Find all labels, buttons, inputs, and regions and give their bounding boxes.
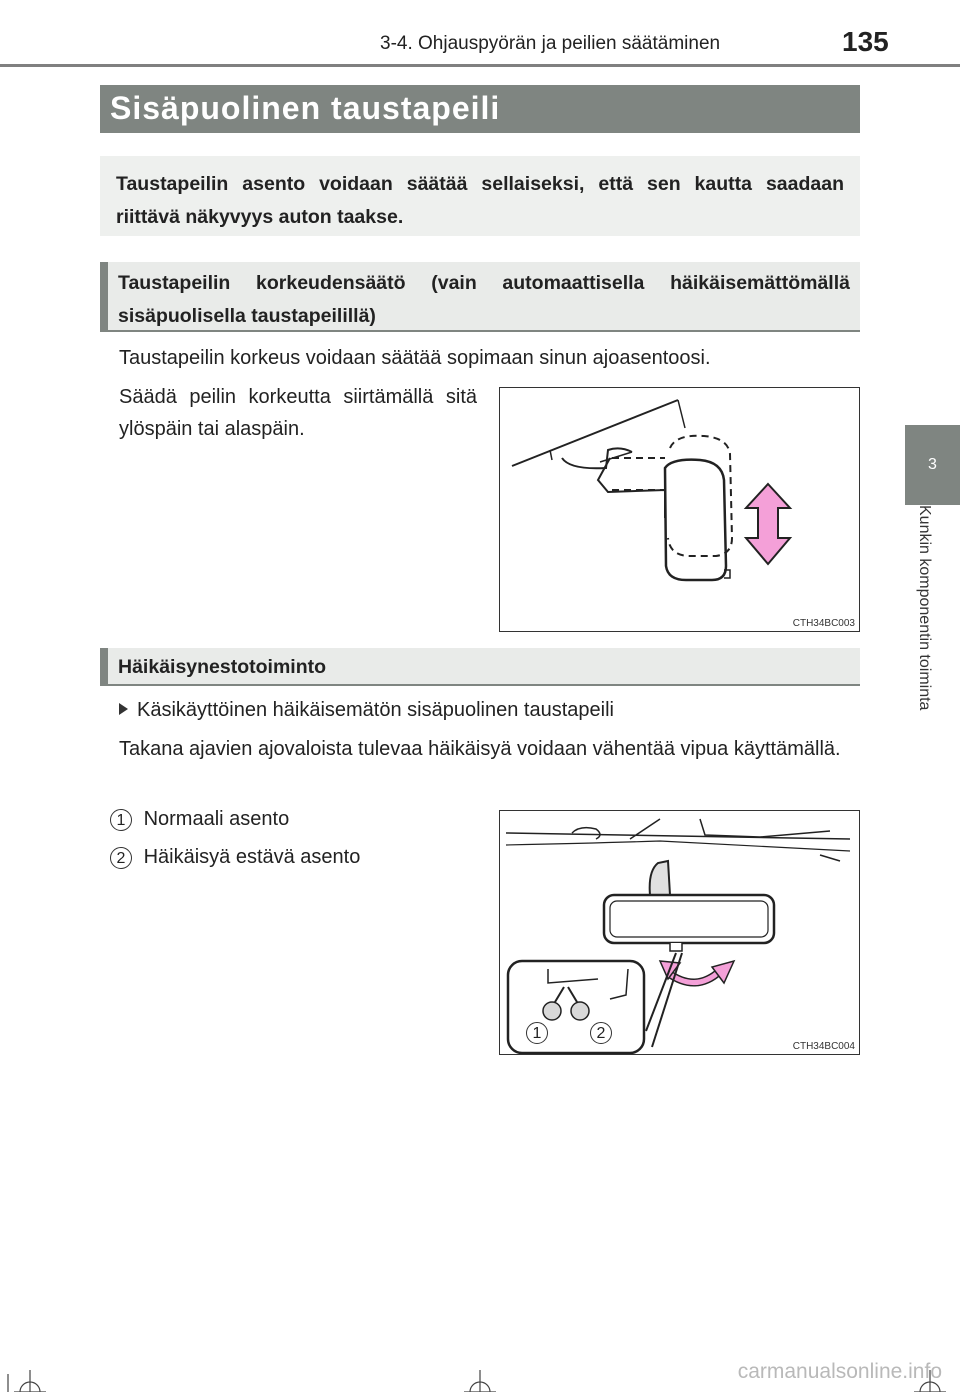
height-adjust-heading: Taustapeilin korkeudensäätö (vain automaattisella häikäisemättömällä sisäpuolisella taustapeilillä) [100,262,860,332]
running-head: 3-4. Ohjauspyörän ja peilien säätäminen [380,33,721,54]
mirror-height-illustration [500,388,859,631]
page-number: 135 [842,26,889,57]
anti-glare-heading: Häikäisynestotoiminto [100,648,860,686]
registration-mark-icon [0,1362,60,1392]
anti-glare-bullet [119,694,859,726]
figure-code: CTH34BC004 [792,1041,855,1052]
chapter-label [905,505,960,790]
triangle-bullet-icon [119,703,128,715]
list-item [110,803,480,841]
registration-mark-icon [452,1362,508,1392]
section-title: Sisäpuolinen taustapeili [100,85,860,133]
inset-callout-1: 1 [526,1022,548,1044]
header-rule [0,64,960,67]
list-item [110,841,480,879]
anti-glare-text: Takana ajavien ajovaloista tulevaa häikäisyä voidaan vähentää vipua käyttämällä. [119,738,841,760]
callout-number: 1 [110,809,132,831]
mirror-lever-illustration [500,811,859,1054]
chapter-number: 3 [928,456,937,473]
figure-code: CTH34BC003 [792,618,855,629]
list-item-label: Häikäisyä estävä asento [143,846,361,868]
up-down-arrow-icon [746,484,790,564]
bullet-text: Käsikäyttöinen häikäisemätön sisäpuolinen taustapeili [137,699,614,721]
list-item-label: Normaali asento [143,808,290,830]
position-list [110,803,480,879]
inset-callout-2: 2 [590,1022,612,1044]
height-adjust-text: Taustapeilin korkeus voidaan säätää sopimaan sinun ajoasentoosi. [119,347,711,369]
watermark: carmanualsonline.info [737,1360,942,1383]
mirror-lever-figure [499,810,860,1055]
intro-box: Taustapeilin asento voidaan säätää sellaiseksi, että sen kautta saadaan riittävä näkyvyys auton taakse. [100,156,860,236]
height-adjust-instruction: Säädä peilin korkeutta siirtämällä sitä ylöspäin tai alaspäin. [119,386,477,440]
callout-number: 2 [110,847,132,869]
chapter-tab [905,425,960,505]
mirror-height-figure [499,387,860,632]
chapter-label-text: Kunkin komponentin toiminta [915,505,933,711]
